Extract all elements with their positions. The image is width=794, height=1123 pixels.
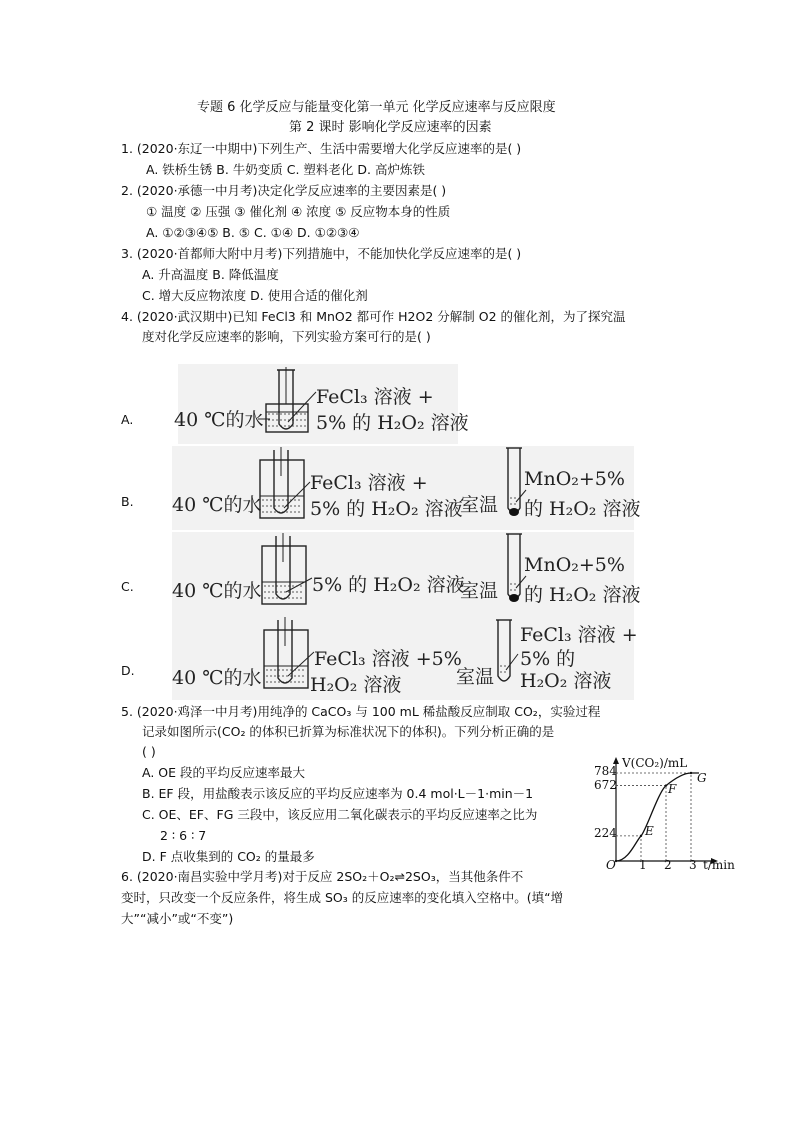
option-a-reagent-line1: FeCl₃ 溶液 + xyxy=(316,386,434,408)
graph-point-e-label: E xyxy=(645,824,654,838)
option-b-tube-reagent-line1: MnO₂+5% xyxy=(524,468,625,490)
option-b-reagent-line1: FeCl₃ 溶液 + xyxy=(310,472,428,494)
question-1-stem: 1. (2020·东辽一中期中)下列生产、生活中需要增大化学反应速率的是( ) xyxy=(121,141,522,156)
graph-origin-label: O xyxy=(606,858,616,872)
option-c-reagent: 5% 的 H₂O₂ 溶液 xyxy=(312,574,465,596)
option-c-tube-reagent-line2: 的 H₂O₂ 溶液 xyxy=(524,584,641,606)
data-point-F xyxy=(665,784,667,786)
question-5-stem-line2: 记录如图所示(CO₂ 的体积已折算为标准状况下的体积)。下列分析正确的是 xyxy=(142,724,555,739)
graph-y-tick-784: 784 xyxy=(594,764,617,778)
option-b-tube-reagent-line2: 的 H₂O₂ 溶液 xyxy=(524,498,641,520)
question-5-option-c-ratio: 2 ∶ 6 ∶ 7 xyxy=(160,828,207,843)
option-b-room-temp-label: 室温 xyxy=(460,494,499,516)
graph-y-tick-224: 224 xyxy=(594,826,617,840)
option-a-label: A. xyxy=(121,412,134,427)
co2-volume-curve xyxy=(616,773,699,861)
question-5-option-a: A. OE 段的平均反应速率最大 xyxy=(142,765,305,780)
data-point-E xyxy=(640,835,642,837)
question-3-options-cd: C. 增大反应物浓度 D. 使用合适的催化剂 xyxy=(142,288,368,303)
question-5-option-d: D. F 点收集到的 CO₂ 的量最多 xyxy=(142,849,315,864)
question-3-stem: 3. (2020·首都师大附中月考)下列措施中，不能加快化学反应速率的是( ) xyxy=(121,246,522,261)
question-2-options: A. ①②③④⑤ B. ⑤ C. ①④ D. ①②③④ xyxy=(146,225,360,240)
graph-y-tick-672: 672 xyxy=(594,778,617,792)
graph-point-f-label: F xyxy=(668,782,677,796)
question-2-stem: 2. (2020·承德一中月考)决定化学反应速率的主要因素是( ) xyxy=(121,183,447,198)
question-2-items: ① 温度 ② 压强 ③ 催化剂 ④ 浓度 ⑤ 反应物本身的性质 xyxy=(146,204,451,219)
question-5-stem-line1: 5. (2020·鸡泽一中月考)用纯净的 CaCO₃ 与 100 mL 稀盐酸反应制取 CO₂，实验过程 xyxy=(121,704,601,719)
option-d-reagent-line2: H₂O₂ 溶液 xyxy=(310,674,402,696)
question-6-line1: 6. (2020·南昌实验中学月考)对于反应 2SO₂＋O₂⇌2SO₃，当其他条件不 xyxy=(121,869,524,884)
option-d-tube-reagent-line2: 5% 的 xyxy=(520,648,576,670)
graph-x-tick-2: 2 xyxy=(664,858,672,872)
option-b-label: B. xyxy=(121,494,134,509)
option-c-label: C. xyxy=(121,579,134,594)
option-c-room-temp-label: 室温 xyxy=(460,580,499,602)
option-a-reagent-line2: 5% 的 H₂O₂ 溶液 xyxy=(316,412,469,434)
question-5-option-c: C. OE、EF、FG 三段中，该反应用二氧化碳表示的平均反应速率之比为 xyxy=(142,807,538,822)
graph-y-label: V(CO₂)/mL xyxy=(622,756,688,770)
question-6-line3: 大”“减小”或“不变”) xyxy=(121,911,234,926)
question-4-stem-line2: 度对化学反应速率的影响，下列实验方案可行的是( ) xyxy=(142,329,431,344)
graph-x-label: t/min xyxy=(703,858,735,872)
question-4-stem-line1: 4. (2020·武汉期中)已知 FeCl3 和 MnO2 都可作 H2O2 分解制 O2 的催化剂，为了探究温 xyxy=(121,309,626,324)
question-3-options-ab: A. 升高温度 B. 降低温度 xyxy=(142,267,279,282)
page-title: 专题 6 化学反应与能量变化第一单元 化学反应速率与反应限度 xyxy=(197,100,556,115)
option-d-room-temp-label: 室温 xyxy=(456,666,495,688)
graph-point-g-label: G xyxy=(697,771,707,785)
data-point-G xyxy=(690,772,692,774)
option-d-reagent-line1: FeCl₃ 溶液 +5% xyxy=(314,648,462,670)
option-d-tube-reagent-line1: FeCl₃ 溶液 + xyxy=(520,624,638,646)
question-1-options: A. 铁桥生锈 B. 牛奶变质 C. 塑料老化 D. 高炉炼铁 xyxy=(146,162,425,177)
page-subtitle: 第 2 课时 影响化学反应速率的因素 xyxy=(289,120,492,135)
option-d-tube-reagent-line3: H₂O₂ 溶液 xyxy=(520,670,612,692)
option-a-water-label: 40 ℃的水 xyxy=(174,409,264,431)
option-b-water-label: 40 ℃的水 xyxy=(172,494,262,516)
graph-x-tick-1: 1 xyxy=(639,858,647,872)
question-5-answer-paren: ( ) xyxy=(142,744,156,759)
question-5-option-b: B. EF 段，用盐酸表示该反应的平均反应速率为 0.4 mol·L－1·min－1 xyxy=(142,786,534,801)
y-axis-arrow xyxy=(613,757,619,764)
question-6-line2: 变时，只改变一个反应条件，将生成 SO₃ 的反应速率的变化填入空格中。(填“增 xyxy=(121,890,564,905)
graph-x-tick-3: 3 xyxy=(689,858,697,872)
option-b-reagent-line2: 5% 的 H₂O₂ 溶液 xyxy=(310,498,463,520)
option-c-tube-reagent-line1: MnO₂+5% xyxy=(524,554,625,576)
co2-volume-time-graph xyxy=(600,755,740,875)
option-d-label: D. xyxy=(121,663,135,678)
option-d-water-label: 40 ℃的水 xyxy=(172,667,262,689)
option-c-water-label: 40 ℃的水 xyxy=(172,580,262,602)
